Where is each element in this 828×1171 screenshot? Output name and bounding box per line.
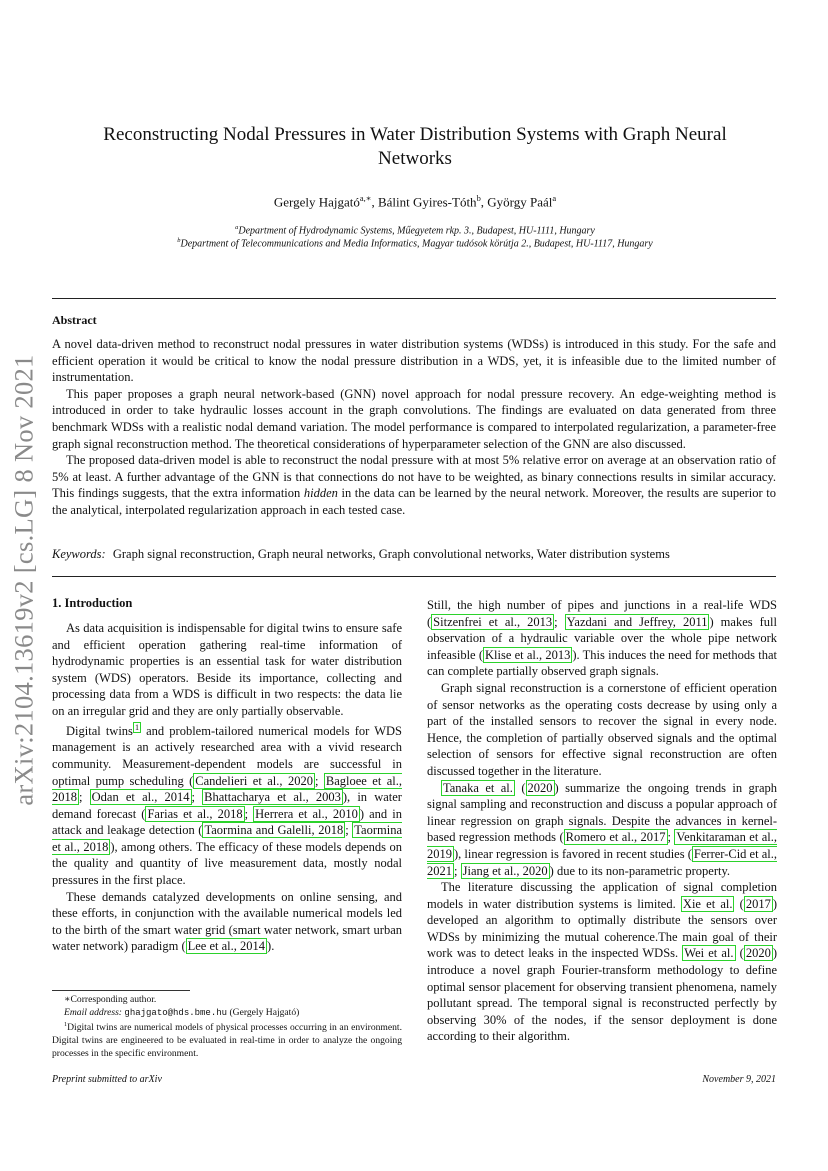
author-list: Gergely Hajgató$^{a,∗}$, Bálint Gyires-Tóth$^b$, György Paál$^a$	[273, 193, 557, 210]
abstract-paragraph: A novel data-driven method to reconstruct nodal pressures in water distribution systems (WDSs) is introduced in this study. For the safe and efficient operation it would be critical to know the nodal pressure distribution in a WDS, yet, it is infeasible due to the limited number of instrumentation.	[52, 337, 776, 385]
footnote-1: $^1$Digital twins are numerical models of physical processes occurring in an environment. Digital twins are engineered to be evaluated in real-time in order to analyze the ongoing processes in the specific environment.	[52, 1021, 402, 1059]
email-note: Email address: ghajgato@hds.bme.hu (Gergely Hajgató)	[64, 1006, 300, 1018]
citation-link[interactable]: Odan et al., 2014	[91, 790, 190, 805]
right-column	[427, 597, 777, 1045]
citation-link[interactable]: Wei et al.	[684, 946, 734, 961]
citation-link[interactable]: Candelieri et al., 2020	[195, 773, 313, 788]
citation-link[interactable]: Jiang et al., 2020	[462, 863, 548, 878]
footer-preprint: Preprint submitted to arXiv	[52, 1074, 162, 1085]
keywords	[52, 547, 776, 562]
citation-link[interactable]: Romero et al., 2017	[565, 830, 666, 845]
paragraph: Still, the high number of pipes and junctions in a real-life WDS ( Sitzenfrei et al., 2013 ; Yazdani and Jeffrey, 2011 ) makes full observation of a hydraulic variable over the whole pipe network infeasible ( Klise et al., 2013 ). This induces the need for methods that can complete partially observed graph signals.	[427, 598, 777, 679]
paragraph: These demands catalyzed developments on online sensing, and these efforts, in conjunction with the available numerical models led to the birth of the smart water grid (smart water network, smart urban water network) paradigm ( Lee et al., 2014 ).	[52, 889, 402, 954]
affiliation-b: $^b$Department of Telecommunications and Media Informatics, Magyar tudósok körútja 2., Budapest, HU-1117, Hungary	[177, 237, 653, 250]
citation-link[interactable]: Bhattacharya et al., 2003	[204, 790, 341, 805]
citation-link[interactable]: Yazdani and Jeffrey, 2011	[566, 614, 708, 629]
email-link[interactable]: ghajgato@hds.bme.hu	[124, 1007, 228, 1018]
paragraph: Tanaka et al. ( 2020 ) summarize the ongoing trends in graph signal sampling and reconstruction and discuss a popular approach of linear regression on graph signals. Despite the advances in kernel-based regression methods ( Romero et al., 2017 ; Venkitaraman et al., 2019 ), linear regression is favored in recent studies ( Ferrer-Cid et al., 2021 ; Jiang et al., 2020 ) due to its non-parametric property.	[427, 780, 778, 878]
section-heading: 1. Introduction	[52, 596, 133, 610]
affiliation-a: $^a$Department of Hydrodynamic Systems, Műegyetem rkp. 3., Budapest, HU-1111, Hungary	[235, 224, 595, 237]
citation-link[interactable]: Lee et al., 2014	[187, 939, 266, 954]
paragraph: Graph signal reconstruction is a cornerstone of efficient operation of sensor networks as the operating costs decrease by using only a part of the installed sensors to recover the signal in every node. Hence, the completion of partially observed signals and the optimal selection of sensors for effective signal reconstruction are often discussed together in the literature.	[427, 680, 777, 778]
citation-link[interactable]: Xie et al.	[682, 896, 733, 911]
abstract-heading: Abstract	[52, 313, 97, 327]
abstract-paragraph: This paper proposes a graph neural network-based (GNN) novel approach for nodal pressure recovery. An edge-weighting method is introduced in order to take hydraulic losses account in the graph convolutions. The findings are evaluated on data generated from three benchmark WDSs with a realistic nodal demand variation. The model performance is compared to interpolated regularization, a parameter-free graph signal reconstruction method. The theoretical considerations of hyperparameter selection of the GNN are also discussed.	[52, 386, 776, 451]
arxiv-stamp	[2, 310, 46, 850]
keywords-text: Graph signal reconstruction, Graph neural networks, Graph convolutional networks, Water distribution systems	[112, 547, 670, 561]
left-column	[52, 620, 402, 955]
corresponding-author-note: ∗Corresponding author.	[64, 994, 157, 1005]
citation-link[interactable]: Ferrer-Cid et al., 2021	[427, 846, 777, 878]
citation-link[interactable]: 2020	[745, 946, 771, 961]
abstract-paragraph: The proposed data-driven model is able to reconstruct the nodal pressure with at most 5% relative error on average at an observation ratio of 5% at least. A further advantage of the GNN is that connections do not have to be weighted, as binary connections results in similar accuracy. This findings suggests, that the extra information hidden in the data can be learned by the neural network. Moreover, the results are superior to the analytical, interpolated regularization approach in each tested case.	[52, 453, 776, 517]
citation-link[interactable]: Sitzenfrei et al., 2013	[433, 614, 553, 629]
citation-link[interactable]: 2020	[527, 780, 553, 795]
footnotes	[52, 994, 402, 1060]
citation-link[interactable]: Tanaka et al.	[443, 780, 513, 795]
citation-link[interactable]: Herrera et al., 2010	[255, 806, 358, 821]
footer-date: November 9, 2021	[702, 1074, 776, 1085]
paragraph: The literature discussing the application of signal completion models in water distribution systems is limited. Xie et al. ( 2017 ) developed an algorithm to optimally distribute the sensors over WDSs by minimizing the mutual coherence.The main goal of their work was to detect leaks in the inspected WDSs. Wei et al. ( 2020 ) introduce a novel graph Fourier-transform methodology to define optimal sensor placement for observing transient phenomena, namely pollutant spread. The temporal signal is reconstructed perfectly by observing 30% of the nodes, if the sensor deployment is done according to their algorithm.	[427, 880, 777, 1044]
author: Bálint Gyires-Tóth	[377, 194, 477, 210]
footnote-rule	[52, 990, 190, 991]
divider	[52, 576, 776, 577]
citation-link[interactable]: Farias et al., 2018	[147, 806, 243, 821]
citation-link[interactable]: Bagloee et al., 2018	[52, 773, 403, 805]
author: György Paál	[487, 194, 553, 210]
arxiv-id: arXiv:2104.13619v2 [cs.LG] 8 Nov 2021	[8, 354, 39, 806]
footnote-link[interactable]: 1	[134, 722, 139, 732]
abstract-body	[52, 336, 776, 519]
citation-link[interactable]: Taormina and Galelli, 2018	[204, 823, 344, 838]
divider	[52, 298, 776, 299]
paper-title: Reconstructing Nodal Pressures in Water Distribution Systems with Graph Neural Networks	[103, 124, 727, 169]
citation-link[interactable]: Venkitaraman et al., 2019	[427, 830, 777, 861]
citation-link[interactable]: Taormina et al., 2018	[52, 823, 403, 854]
citation-link[interactable]: 2017	[745, 896, 771, 911]
keywords-label: Keywords:	[52, 547, 106, 561]
citation-link[interactable]: Klise et al., 2013	[484, 647, 571, 662]
paragraph: As data acquisition is indispensable for digital twins to ensure safe and efficient operation gathering real-time information of hydrodynamic properties is an essential task for water distribution system (WDS) operators. Beside its importance, collecting and processing data from a WDS is difficult in two respects: the data lie on an irregular grid and they are only partially observable.	[52, 621, 402, 718]
paragraph: Digital twins $^1$ and problem-tailored numerical models for WDS management is an actively researched area with a vivid research community. Measurement-dependent models are successful in optimal pump scheduling ( Candelieri et al., 2020 ; Bagloee et al., 2018 ; Odan et al., 2014 ; Bhattacharya et al., 2003 ), in water demand forecast ( Farias et al., 2018 ; Herrera et al., 2010 ) and in attack and leakage detection ( Taormina and Galelli, 2018 ; Taormina et al., 2018 ), among others. The efficacy of these models depends on the quality and quantity of live measurement data, mostly nodal pressures in the first place.	[52, 722, 403, 888]
author: Gergely Hajgató	[273, 194, 360, 210]
